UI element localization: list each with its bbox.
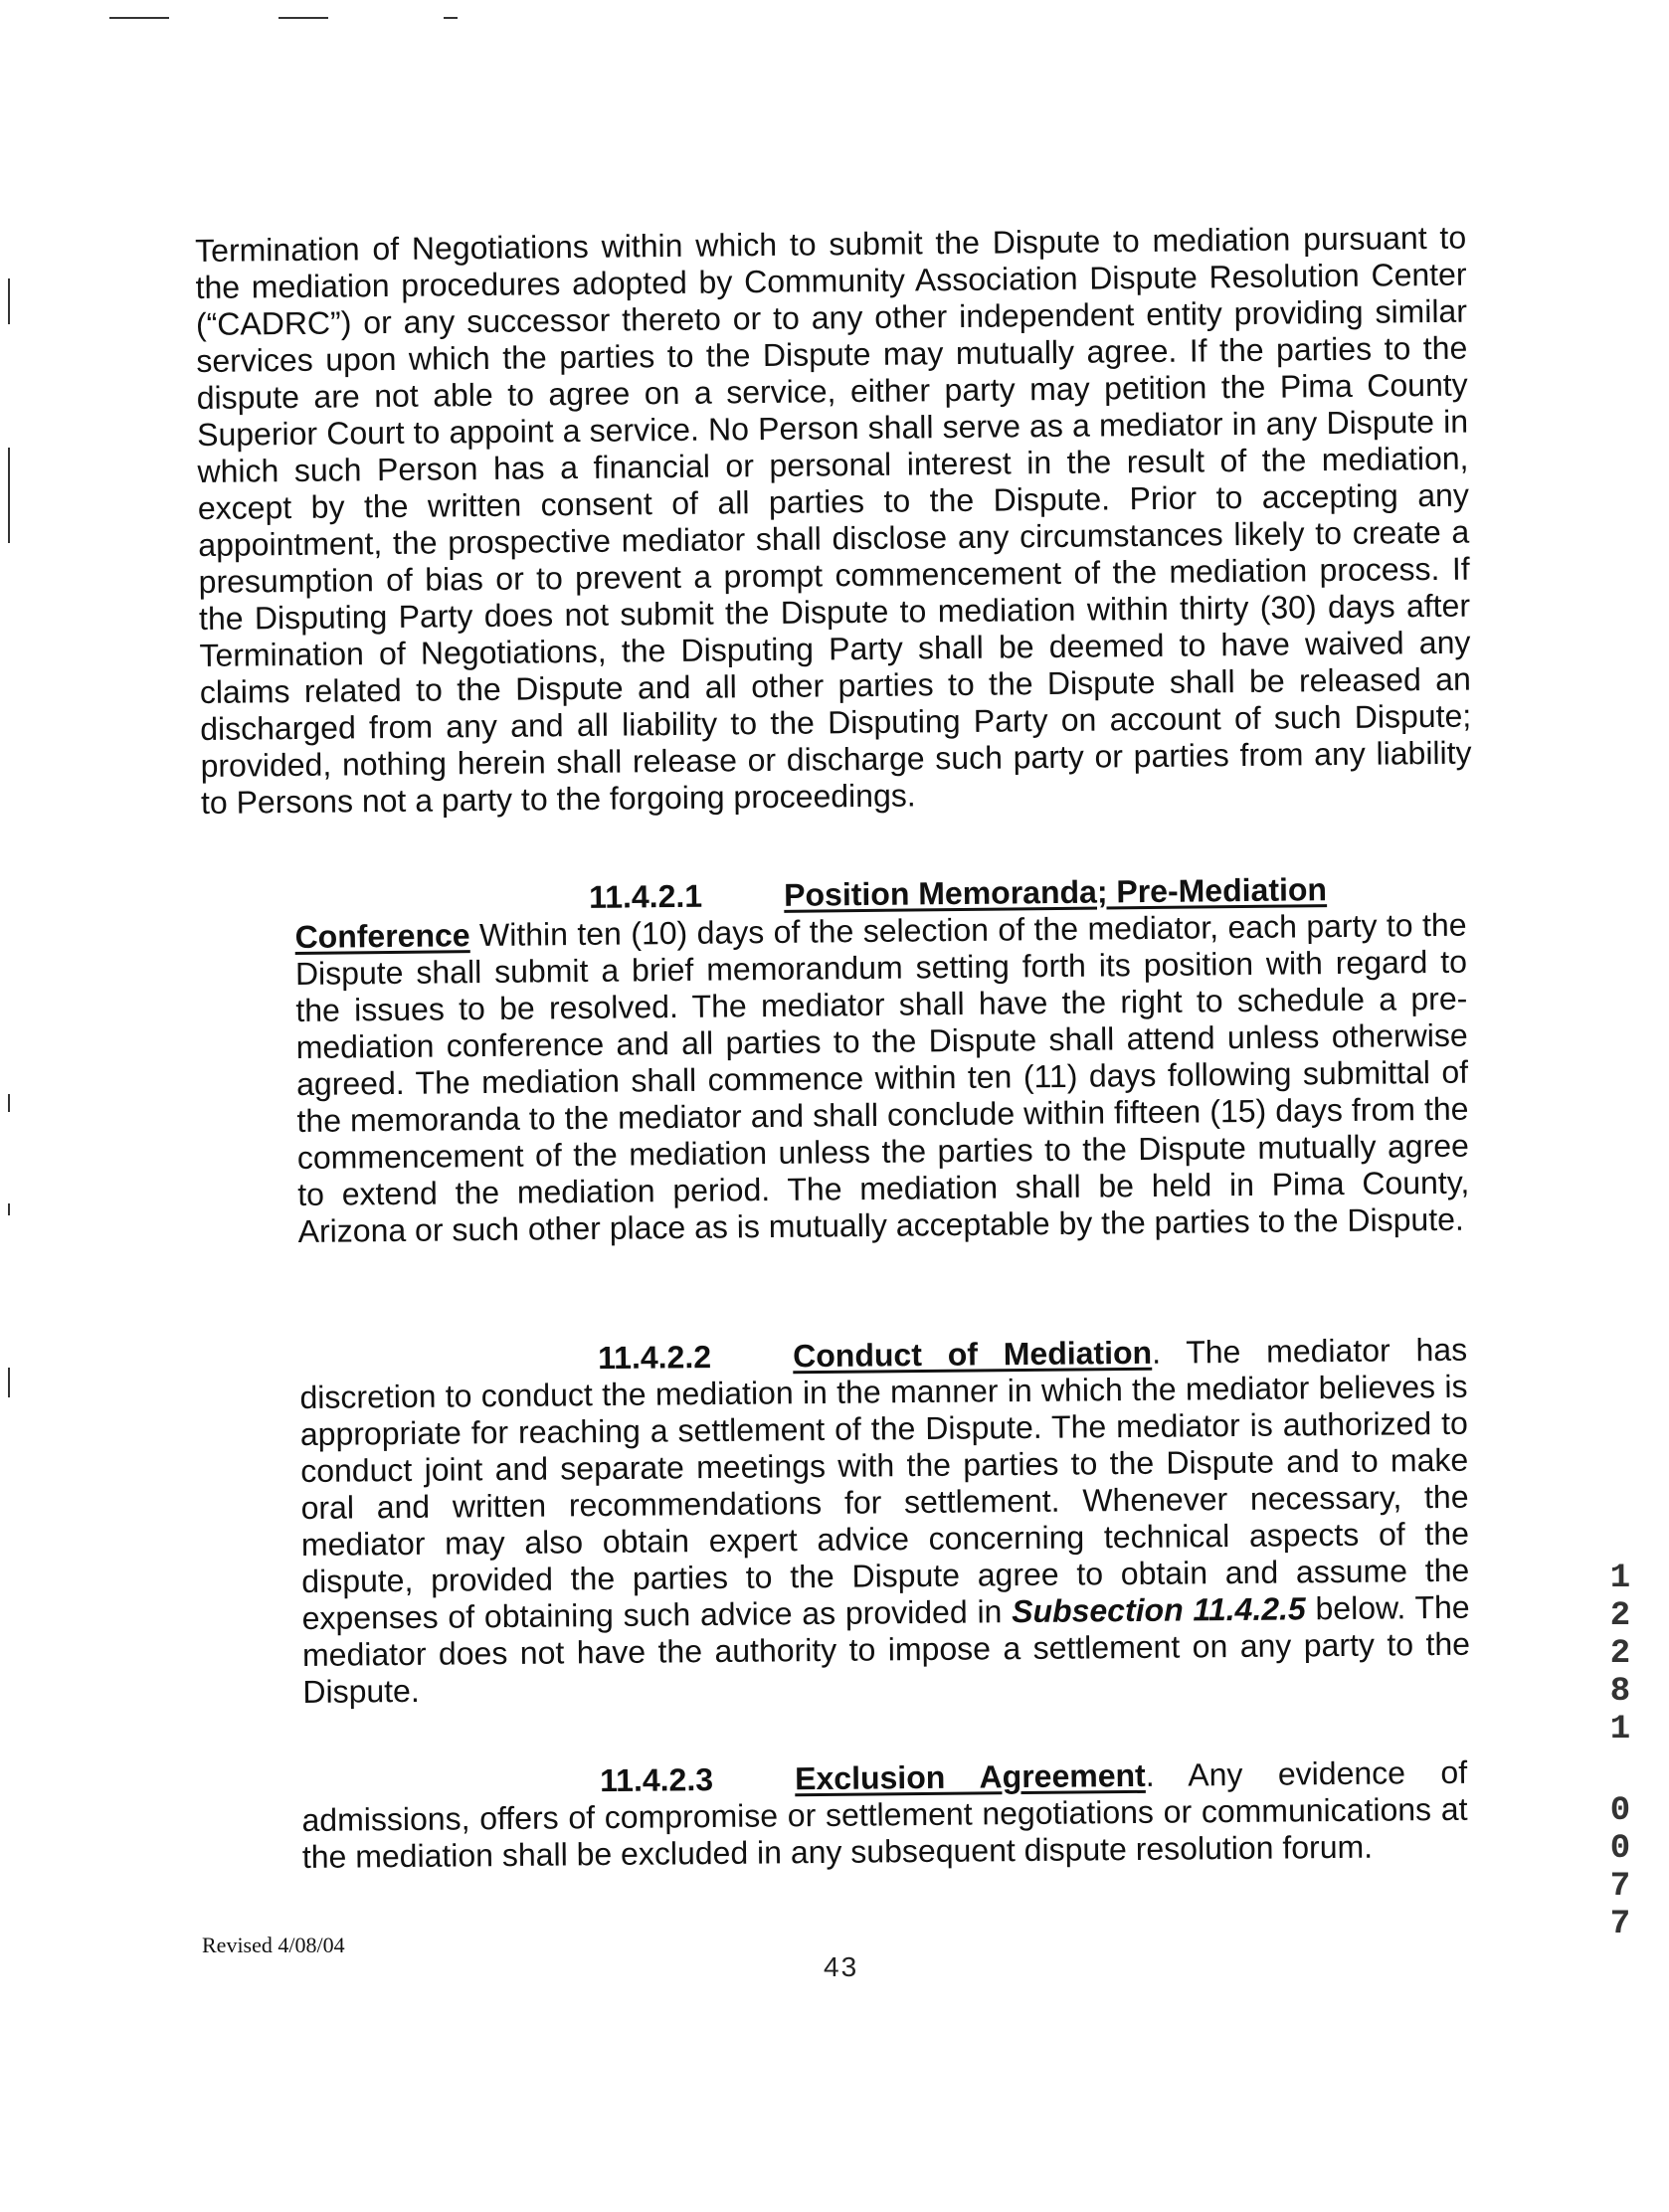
page-number: 43 xyxy=(824,1951,859,1982)
revision-date: Revised 4/08/04 xyxy=(202,1933,345,1957)
stamp-digit: 7 xyxy=(1609,1868,1631,1906)
section-11-4-2-2 xyxy=(299,1332,1470,1711)
section-11-4-2-1 xyxy=(294,870,1470,1250)
scan-mark-top-1 xyxy=(109,17,169,19)
section-title: Position Memoranda; Pre-Mediation xyxy=(783,871,1328,913)
stamp-digit: 0 xyxy=(1609,1792,1631,1830)
section-body: Within ten (10) days of the selection of the mediator, each party to the Dispute shall submit a brief memorandum setting forth its position with regard to the issues to be resolved. The mediator shall have the right to schedule a pre-mediation conference and all parties to the Dispute shall attend unless otherwise agreed. The mediation shall commence within ten (11) days following submittal of the memoranda to the mediator and shall conclude within fifteen (15) days from the commencement of the mediation unless the parties to the Dispute mutually agree to extend the mediation period. The mediation shall be held in Pima County, Arizona or such other place as is mutually acceptable by the parties to the Dispute. xyxy=(294,906,1470,1249)
scan-mark-left-4 xyxy=(8,1203,10,1215)
scan-mark-top-3 xyxy=(444,17,458,19)
stamp-digit: 1 xyxy=(1609,1560,1631,1597)
scan-mark-left-5 xyxy=(8,1368,10,1397)
intro-paragraph: Termination of Negotiations within which to submit the Dispute to mediation pursuant to the mediation procedures adopted by Community Association Dispute Resolution Center (“CADRC”) or any successor thereto or to any other independent entity providing similar services upon which the parties to the Dispute may mutually agree. If the parties to the dispute are not able to agree on a service, either party may petition the Pima County Superior Court to appoint a service. No Person shall serve as a mediator in any Dispute in which such Person has a financial or personal interest in the result of the mediation, except by the written consent of all parties to the Dispute. Prior to accepting any appointment, the prospective mediator shall disclose any circumstances likely to create a presumption of bias or to prevent a prompt commencement of the mediation process. If the Disputing Party does not submit the Dispute to mediation within thirty (30) days after Termination of Negotiations, the Disputing Party shall be deemed to have waived any claims related to the Dispute and all other parties to the Dispute shall be released an discharged from any and all liability to the Disputing Party on account of such Dispute; provided, nothing herein shall release or discharge such party or parties from any liability to Persons not a party to the forgoing proceedings. xyxy=(195,219,1472,821)
section-11-4-2-3 xyxy=(301,1754,1468,1876)
scan-mark-left-2 xyxy=(8,448,10,543)
recording-stamp xyxy=(1603,1560,1637,1943)
scan-mark-left-3 xyxy=(8,1094,10,1112)
section-body: . Any evidence of admissions, offers of compromise or settlement negotiations or communications at the mediation shall be excluded in any subsequent dispute resolution forum. xyxy=(301,1753,1468,1875)
section-title: Exclusion Agreement xyxy=(794,1756,1146,1797)
section-body-end: below. The mediator does not have the authority to impose a settlement on any party to the Dispute. xyxy=(301,1588,1471,1710)
section-body: . The mediator has discretion to conduct the mediation in the manner in which the mediator believes is appropriate for reaching a settlement of the Dispute. The mediator is authorized to conduct joint and separate meetings with the parties to the Dispute and to make oral and written recommendations for settlement. Whenever necessary, the mediator may also obtain expert advice concerning technical aspects of the dispute, provided the parties to the Dispute agree to obtain and assume the expenses of obtaining such advice as provided in xyxy=(299,1331,1470,1636)
subsection-reference: Subsection 11.4.2.5 xyxy=(1012,1590,1306,1630)
section-number: 11.4.2.2 xyxy=(597,1339,712,1377)
stamp-digit: 8 xyxy=(1609,1673,1631,1711)
stamp-digit: 2 xyxy=(1609,1635,1631,1673)
section-title-continued: Conference xyxy=(294,917,470,955)
scan-mark-top-2 xyxy=(278,17,328,19)
section-title: Conduct of Mediation xyxy=(792,1334,1153,1375)
stamp-digit: 0 xyxy=(1609,1830,1631,1868)
section-number: 11.4.2.1 xyxy=(588,877,703,915)
stamp-gap xyxy=(1603,1749,1637,1792)
scan-mark-left-1 xyxy=(8,278,10,324)
stamp-digit: 1 xyxy=(1609,1711,1631,1749)
section-number: 11.4.2.3 xyxy=(599,1761,714,1799)
stamp-digit: 2 xyxy=(1609,1597,1631,1635)
stamp-digit: 7 xyxy=(1609,1906,1631,1943)
